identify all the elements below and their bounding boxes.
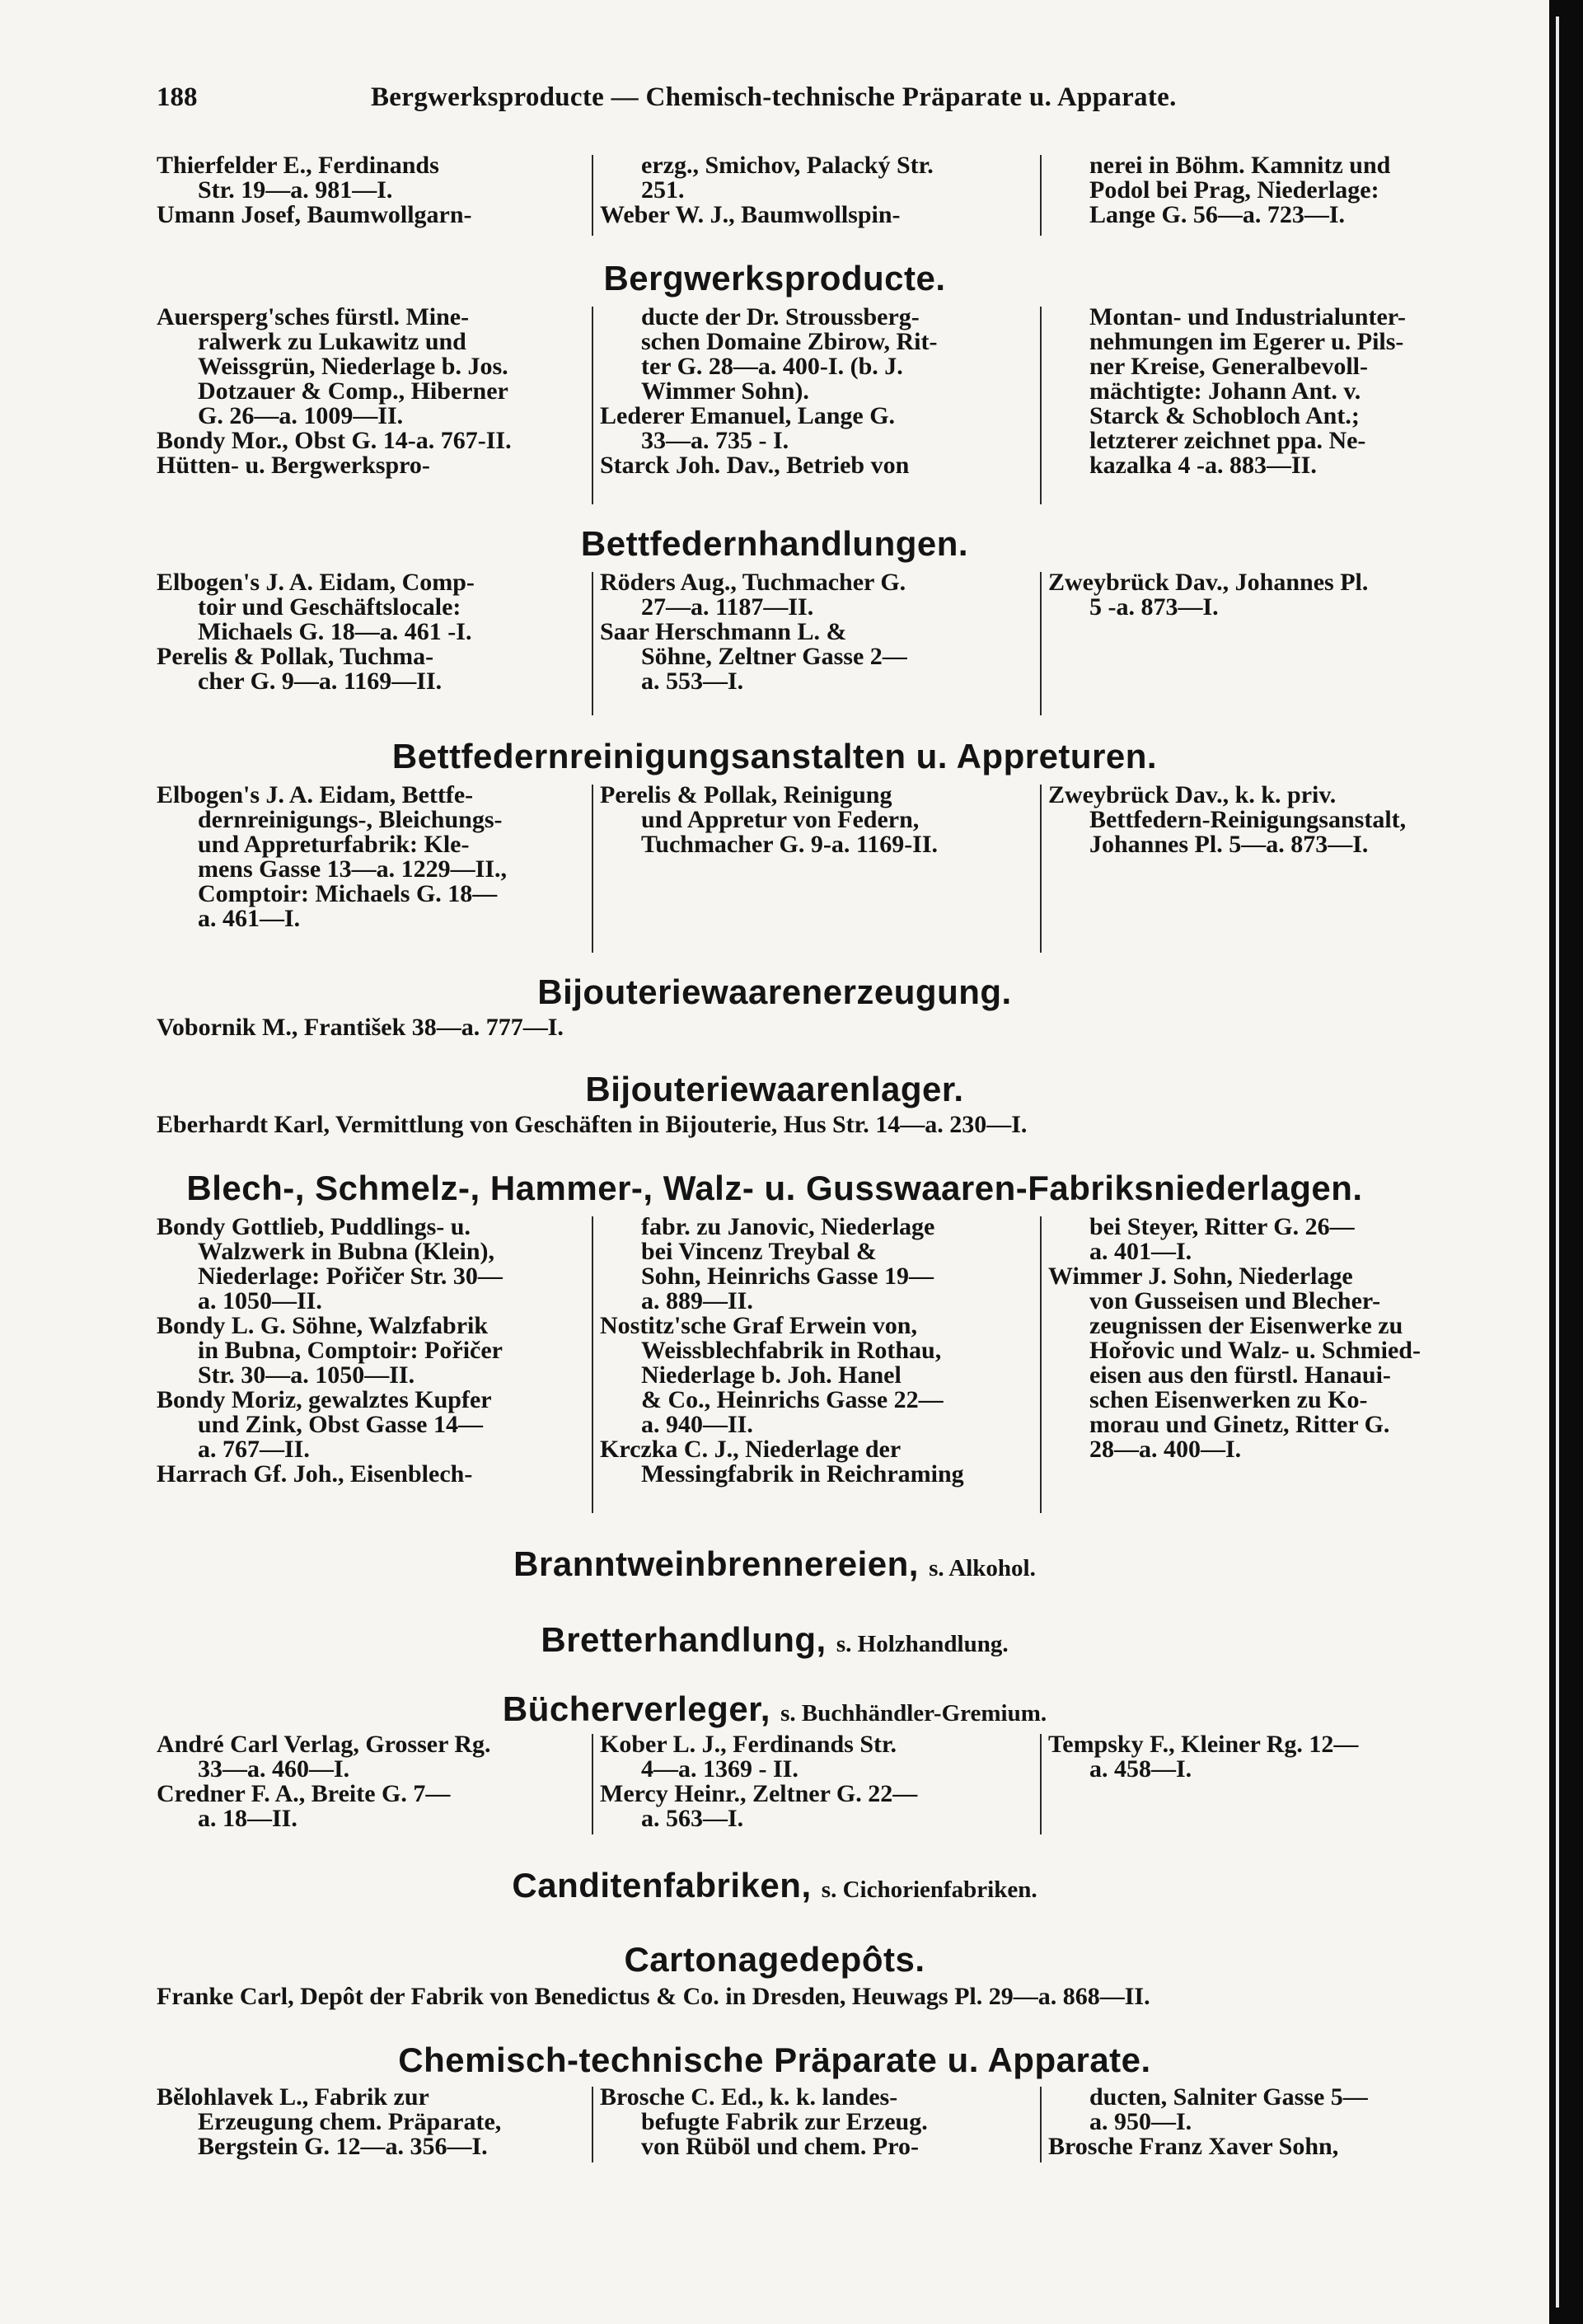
section-title-bretter — [0, 1620, 1549, 1660]
column-rule — [1040, 155, 1042, 236]
section-title-blech: Blech-, Schmelz-, Hammer-, Walz- u. Gusswaaren-Fabriksniederlagen. — [186, 1169, 1363, 1207]
entry: Bondy Gottlieb, Puddlings- u. Walzwerk in Bubna (Klein), Niederlage: Pořičer Str. 30— a. 1050—II. — [157, 1213, 503, 1314]
reinigung-col-1 — [157, 783, 585, 931]
column-rule — [1040, 572, 1042, 715]
entry: Wimmer J. Sohn, Niederlage von Gusseisen und Blecher- zeugnissen der Eisenwerke zu Hořovic und Walz- u. Schmied- eisen aus den fürstl. Hanaui- schen Eisenwerken zu Ko- morau und Ginetz, Ritter G. 28—a. 400—I. — [1048, 1263, 1421, 1463]
entry: Bondy L. G. Söhne, Walzfabrik in Bubna, Comptoir: Pořičer Str. 30—a. 1050—II. — [157, 1312, 503, 1389]
bretter-title: Bretterhandlung, — [541, 1620, 827, 1659]
bettfedern-col-2 — [600, 570, 1037, 694]
entry: Bondy Moriz, gewalztes Kupfer und Zink, Obst Gasse 14— a. 767—II. — [157, 1386, 492, 1463]
column-rule — [592, 1216, 593, 1513]
section-title-bijouterie-erzeugung: Bijouteriewaarenerzeugung. — [537, 972, 1012, 1011]
entry: Lederer Emanuel, Lange G. 33—a. 735 - I. — [600, 402, 896, 454]
entry: Zweybrück Dav., Johannes Pl. 5 -a. 873—I. — [1048, 569, 1369, 621]
branntwein-title: Branntweinbrennereien, — [513, 1544, 919, 1583]
entry: Weber W. J., Baumwollspin- — [600, 201, 901, 228]
cross-reference: s. Buchhändler-Gremium. — [780, 1700, 1047, 1727]
buecher-title: Bücherverleger, — [502, 1689, 770, 1728]
page-number: 188 — [157, 82, 198, 112]
entry: Harrach Gf. Joh., Eisenblech- — [157, 1460, 473, 1488]
scan-border — [1549, 0, 1583, 2324]
section-title-cartonage: Cartonagedepôts. — [624, 1940, 925, 1979]
entry: Mercy Heinr., Zeltner G. 22— a. 563—I. — [600, 1780, 918, 1832]
entry: Nostitz'sche Graf Erwein von, Weissblechfabrik in Rothau, Niederlage b. Joh. Hanel & Co., Heinrichs Gasse 22— a. 940—II. — [600, 1312, 944, 1438]
entry: Perelis & Pollak, Tuchma- cher G. 9—a. 1169—II. — [157, 643, 443, 695]
column-rule — [1040, 307, 1042, 504]
entry: ducten, Salniter Gasse 5— a. 950—I. — [1089, 2083, 1368, 2135]
entry: Hütten- u. Bergwerkspro- — [157, 452, 430, 479]
entry: Brosche C. Ed., k. k. landes- befugte Fabrik zur Erzeug. von Rüböl und chem. Pro- — [600, 2083, 928, 2160]
section-title-chemisch-technische: Chemisch-technische Präparate u. Apparate. — [398, 2041, 1151, 2079]
buecher-col-1 — [157, 1732, 585, 1831]
entry: ducte der Dr. Stroussberg- schen Domaine Zbirow, Rit- ter G. 28—a. 400-I. (b. J. Wimmer Sohn). — [641, 303, 938, 405]
column-rule — [592, 785, 593, 953]
entry: erzg., Smichov, Palacký Str. 251. — [641, 152, 934, 204]
top-col-2 — [600, 153, 1037, 227]
entry: bei Steyer, Ritter G. 26— a. 401—I. — [1089, 1213, 1355, 1265]
page-header — [157, 82, 1475, 119]
bettfedern-col-3 — [1048, 570, 1493, 620]
column-rule — [592, 307, 593, 504]
entry: Thierfelder E., Ferdinands Str. 19—a. 981—I. — [157, 152, 439, 204]
entry: Montan- und Industrialunter- nehmungen im Egerer u. Pils- ner Kreise, Generalbevoll- mächtigte: Johann Ant. v. Starck & Schobloch Ant.; letzterer zeichnet ppa. Ne- kazalka 4 -a. 883—II. — [1089, 303, 1406, 479]
entry: Krczka C. J., Niederlage der Messingfabrik in Reichraming — [600, 1436, 964, 1488]
reinigung-col-2 — [600, 783, 1037, 857]
column-rule — [1040, 1216, 1042, 1513]
entry: Franke Carl, Depôt der Fabrik von Benedictus & Co. in Dresden, Heuwags Pl. 29—a. 868—II. — [157, 1983, 1150, 2010]
column-rule — [1040, 1734, 1042, 1834]
section-title-canditen — [0, 1866, 1549, 1905]
entry: Zweybrück Dav., k. k. priv. Bettfedern-Reinigungsanstalt, Johannes Pl. 5—a. 873—I. — [1048, 781, 1407, 858]
cross-reference: s. Alkohol. — [929, 1555, 1036, 1581]
chem-col-3 — [1048, 2085, 1493, 2159]
bergwerk-col-2 — [600, 305, 1037, 478]
entry: Tempsky F., Kleiner Rg. 12— a. 458—I. — [1048, 1731, 1359, 1783]
entry: Bondy Mor., Obst G. 14-a. 767-II. — [157, 427, 512, 454]
entry: Elbogen's J. A. Eidam, Comp- toir und Geschäftslocale: Michaels G. 18—a. 461 -I. — [157, 569, 475, 645]
column-rule — [1040, 2087, 1042, 2162]
chem-col-1 — [157, 2085, 585, 2159]
top-col-3 — [1048, 153, 1493, 227]
blech-col-2 — [600, 1215, 1037, 1487]
entry: Elbogen's J. A. Eidam, Bettfe- dernreinigungs-, Bleichungs- und Appreturfabrik: Kle- mens Gasse 13—a. 1229—II., Comptoir: Michaels G. 18— a. 461—I. — [157, 781, 508, 932]
column-rule — [592, 2087, 593, 2162]
entry: Starck Joh. Dav., Betrieb von — [600, 452, 910, 479]
section-title-bijouterie-lager: Bijouteriewaarenlager. — [585, 1070, 964, 1108]
column-rule — [592, 1734, 593, 1834]
chem-col-2 — [600, 2085, 1037, 2159]
section-title-buecherverleger — [0, 1689, 1549, 1729]
entry: nerei in Böhm. Kamnitz und Podol bei Prag, Niederlage: Lange G. 56—a. 723—I. — [1089, 152, 1391, 228]
entry: Vobornik M., František 38—a. 777—I. — [157, 1014, 564, 1041]
entry: Saar Herschmann L. & Söhne, Zeltner Gasse 2— a. 553—I. — [600, 618, 907, 695]
entry: Credner F. A., Breite G. 7— a. 18—II. — [157, 1780, 451, 1832]
entry: Brosche Franz Xaver Sohn, — [1048, 2133, 1339, 2160]
buecher-col-2 — [600, 1732, 1037, 1831]
blech-col-3 — [1048, 1215, 1493, 1462]
bettfedern-col-1 — [157, 570, 585, 694]
column-rule — [1040, 785, 1042, 953]
section-title-bettfedernhandlungen: Bettfedernhandlungen. — [580, 524, 969, 563]
entry: fabr. zu Janovic, Niederlage bei Vincenz Treybal & Sohn, Heinrichs Gasse 19— a. 889—II. — [641, 1213, 935, 1314]
entry: Bělohlavek L., Fabrik zur Erzeugung chem. Präparate, Bergstein G. 12—a. 356—I. — [157, 2083, 502, 2160]
section-title-bergwerksproducte: Bergwerksproducte. — [603, 259, 946, 298]
cross-reference: s. Cichorienfabriken. — [821, 1877, 1037, 1903]
blech-col-1 — [157, 1215, 585, 1487]
entry: Umann Josef, Baumwollgarn- — [157, 201, 472, 228]
entry: Perelis & Pollak, Reinigung und Appretur von Federn, Tuchmacher G. 9-a. 1169-II. — [600, 781, 939, 858]
bergwerk-col-1 — [157, 305, 585, 478]
column-rule — [592, 572, 593, 715]
entry: Kober L. J., Ferdinands Str. 4—a. 1369 - II. — [600, 1731, 897, 1783]
section-title-branntwein — [0, 1544, 1549, 1584]
running-title: Bergwerksproducte — Chemisch-technische Präparate u. Apparate. — [371, 82, 1177, 112]
scan-edge-line — [1556, 16, 1559, 2308]
buecher-col-3 — [1048, 1732, 1493, 1782]
reinigung-col-3 — [1048, 783, 1493, 857]
entry: Eberhardt Karl, Vermittlung von Geschäften in Bijouterie, Hus Str. 14—a. 230—I. — [157, 1111, 1028, 1138]
candit-title: Canditenfabriken, — [512, 1866, 812, 1905]
cross-reference: s. Holzhandlung. — [836, 1631, 1009, 1657]
bergwerk-col-3 — [1048, 305, 1493, 478]
column-rule — [592, 155, 593, 236]
entry: Auersperg'sches fürstl. Mine- ralwerk zu Lukawitz und Weissgrün, Niederlage b. Jos. Dotzauer & Comp., Hiberner G. 26—a. 1009—II. — [157, 303, 508, 429]
entry: Röders Aug., Tuchmacher G. 27—a. 1187—II. — [600, 569, 906, 621]
section-title-bettfedernreinigung: Bettfedernreinigungsanstalten u. Appreturen. — [391, 737, 1158, 775]
top-col-1 — [157, 153, 585, 227]
entry: André Carl Verlag, Grosser Rg. 33—a. 460—I. — [157, 1731, 491, 1783]
